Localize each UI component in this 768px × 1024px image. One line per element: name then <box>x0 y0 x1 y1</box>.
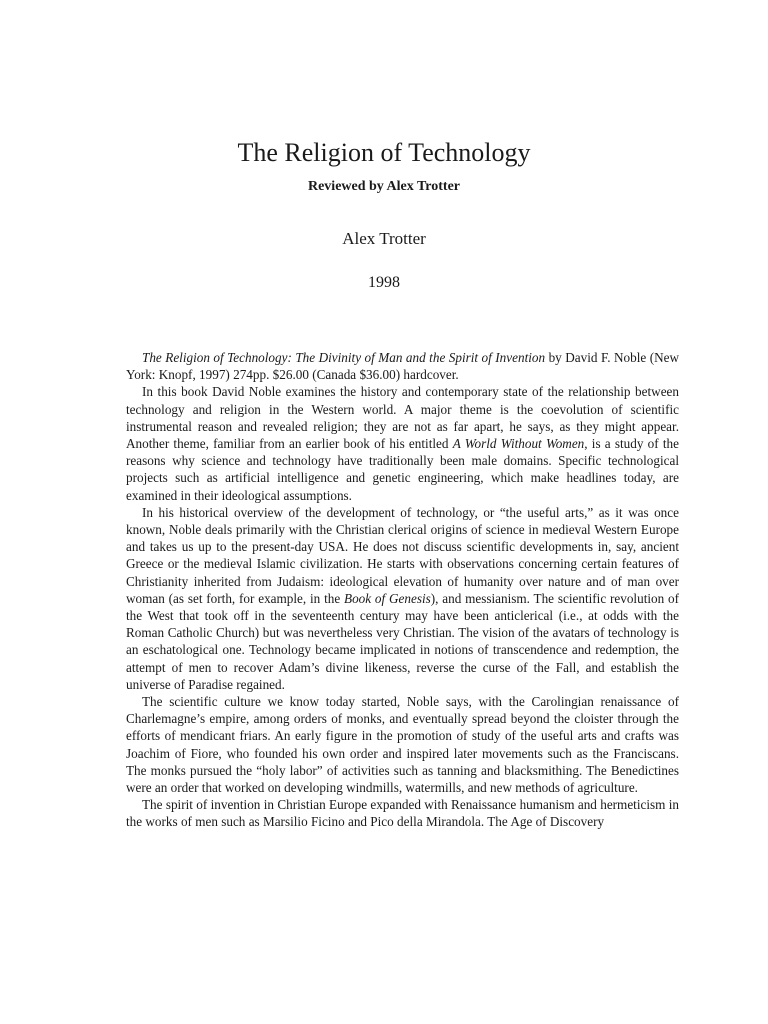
paragraph-text: In his historical overview of the development of technology, or “the useful arts,” as it was once known, Noble deals primarily with the Christian clerical origins of science in medieval Western Europe and takes us up to the present-day USA. He does not discuss scientific developments in, say, ancient Greece or the medieval Islamic civilization. He starts with observations concerning certain features of Christianity inherited from Judaism: ideological elevation of humanity over nature and of man over woman (as set forth, for example, in the <box>126 504 679 606</box>
paragraph-text: The scientific culture we know today started, Noble says, with the Carolingian renaissance of Charlemagne’s empire, among orders of monks, and eventually spread beyond the cloister through the efforts of mendicant friars. An early figure in the promotion of study of the useful arts and crafts was Joachim of Fiore, who founded his own order and inspired later movements such as the Franciscans. The monks pursued the “holy labor” of activities such as tanning and blacksmithing. The Benedictines were an order that worked on developing windmills, watermills, and new methods of agriculture. <box>126 694 679 796</box>
body-paragraph <box>126 693 679 796</box>
paragraph-text: The spirit of invention in Christian Europe expanded with Renaissance humanism and hermeticism in the works of men such as Marsilio Ficino and Pico della Mirandola. The Age of Discovery <box>126 797 679 830</box>
article-subtitle: Reviewed by Alex Trotter <box>307 179 461 194</box>
body-paragraph <box>126 504 679 693</box>
italic-text: A World Without Women <box>452 436 585 452</box>
article-author: Alex Trotter <box>342 229 426 248</box>
body-paragraph <box>126 349 679 383</box>
article-title: The Religion of Technology <box>237 138 531 167</box>
article-body <box>126 349 679 831</box>
body-paragraph <box>126 796 679 830</box>
italic-text: Book of Genesis <box>344 590 431 606</box>
italic-text: The Religion of Technology: The Divinity of Man and the Spirit of Invention <box>142 350 546 365</box>
paragraph-text: by David F. Noble (New York: Knopf, 1997) 274pp. $26.00 (Canada $36.00) hardcover. <box>126 350 679 383</box>
body-paragraph <box>126 383 679 503</box>
article-date: 1998 <box>368 274 400 291</box>
paragraph-text: ), and messianism. The scientific revolution of the West that took off in the seventeenth century may have been anticlerical (i.e., at odds with the Roman Catholic Church) but was nevertheless very Christian. The vision of the avatars of technology is an eschatological one. Technology became implicated in notions of transcendence and redemption, the attempt of men to recover Adam’s divine likeness, reverse the curse of the Fall, and establish the universe of Paradise regained. <box>126 590 680 692</box>
paragraph-text: , is a study of the reasons why science and technology have traditionally been male domains. Specific technological projects such as artificial intelligence and genetic engineering, which make headlines today, are examined in their ideological assumptions. <box>126 436 679 503</box>
paragraph-text: In this book David Noble examines the history and contemporary state of the relationship between technology and religion in the Western world. A major theme is the coevolution of scientific instrumental reason and revealed religion; they are not as far apart, he says, as they might appear. Another theme, familiar from an earlier book of his entitled <box>126 384 679 452</box>
